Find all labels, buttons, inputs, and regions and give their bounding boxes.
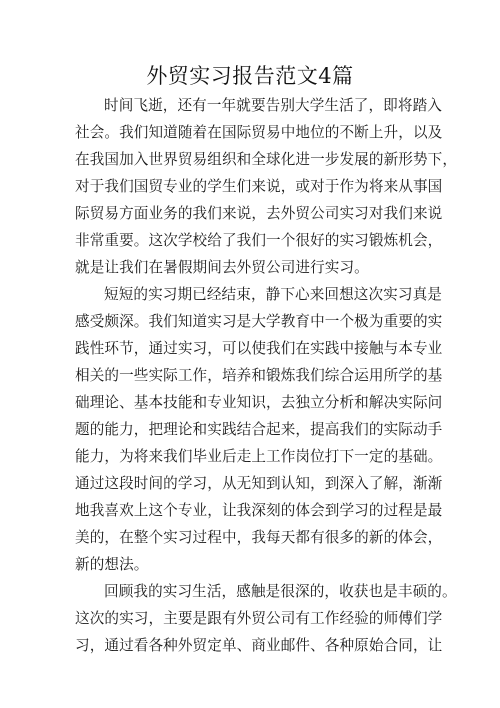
paragraph-2-line-2: 感受颇深。我们知道实习是大学教育中一个极为重要的实	[75, 313, 443, 330]
paragraph-2-line-8: 通过这段时间的学习，从无知到认知，到深入了解，渐渐	[75, 475, 443, 492]
paragraph-1-line-1: 时间飞逝，还有一年就要告别大学生活了，即将踏入	[104, 97, 442, 114]
paragraph-1-line-7: 就是让我们在暑假期间去外贸公司进行实习。	[75, 259, 369, 276]
paragraph-2-line-11: 新的想法。	[75, 556, 149, 573]
paragraph-1-line-5: 际贸易方面业务的我们来说，去外贸公司实习对我们来说	[75, 205, 443, 222]
paragraph-2-line-9: 地我喜欢上这个专业，让我深刻的体会到学习的过程是最	[75, 502, 443, 519]
paragraph-1-line-6: 非常重要。这次学校给了我们一个很好的实习锻炼机会，	[75, 232, 443, 249]
document-title: 外贸实习报告范文4篇	[146, 64, 354, 88]
paragraph-2-line-1: 短短的实习期已经结束，静下心来回想这次实习真是	[104, 286, 442, 303]
paragraph-2-line-4: 相关的一些实际工作，培养和锻炼我们综合运用所学的基	[75, 367, 443, 384]
paragraph-3-line-1: 回顾我的实习生活，感触是很深的，收获也是丰硕的。	[104, 583, 457, 600]
paragraph-2-line-10: 美的，在整个实习过程中，我每天都有很多的新的体会，	[75, 529, 443, 546]
paragraph-1-line-4: 对于我们国贸专业的学生们来说，或对于作为将来从事国	[75, 178, 443, 195]
paragraph-1-line-3: 在我国加入世界贸易组织和全球化进一步发展的新形势下，	[75, 151, 458, 168]
paragraph-2-line-5: 础理论、基本技能和专业知识，去独立分析和解决实际问	[75, 394, 443, 411]
paragraph-2-line-3: 践性环节，通过实习，可以使我们在实践中接触与本专业	[75, 340, 443, 357]
paragraph-2-line-7: 能力，为将来我们毕业后走上工作岗位打下一定的基础。	[75, 448, 443, 465]
paragraph-3-line-3: 习，通过看各种外贸定单、商业邮件、各种原始合同，让	[75, 637, 443, 654]
paragraph-3-line-2: 这次的实习，主要是跟有外贸公司有工作经验的师傅们学	[75, 610, 443, 627]
paragraph-1-line-2: 社会。我们知道随着在国际贸易中地位的不断上升，以及	[75, 124, 443, 141]
paragraph-2-line-6: 题的能力，把理论和实践结合起来，提高我们的实际动手	[75, 421, 443, 438]
